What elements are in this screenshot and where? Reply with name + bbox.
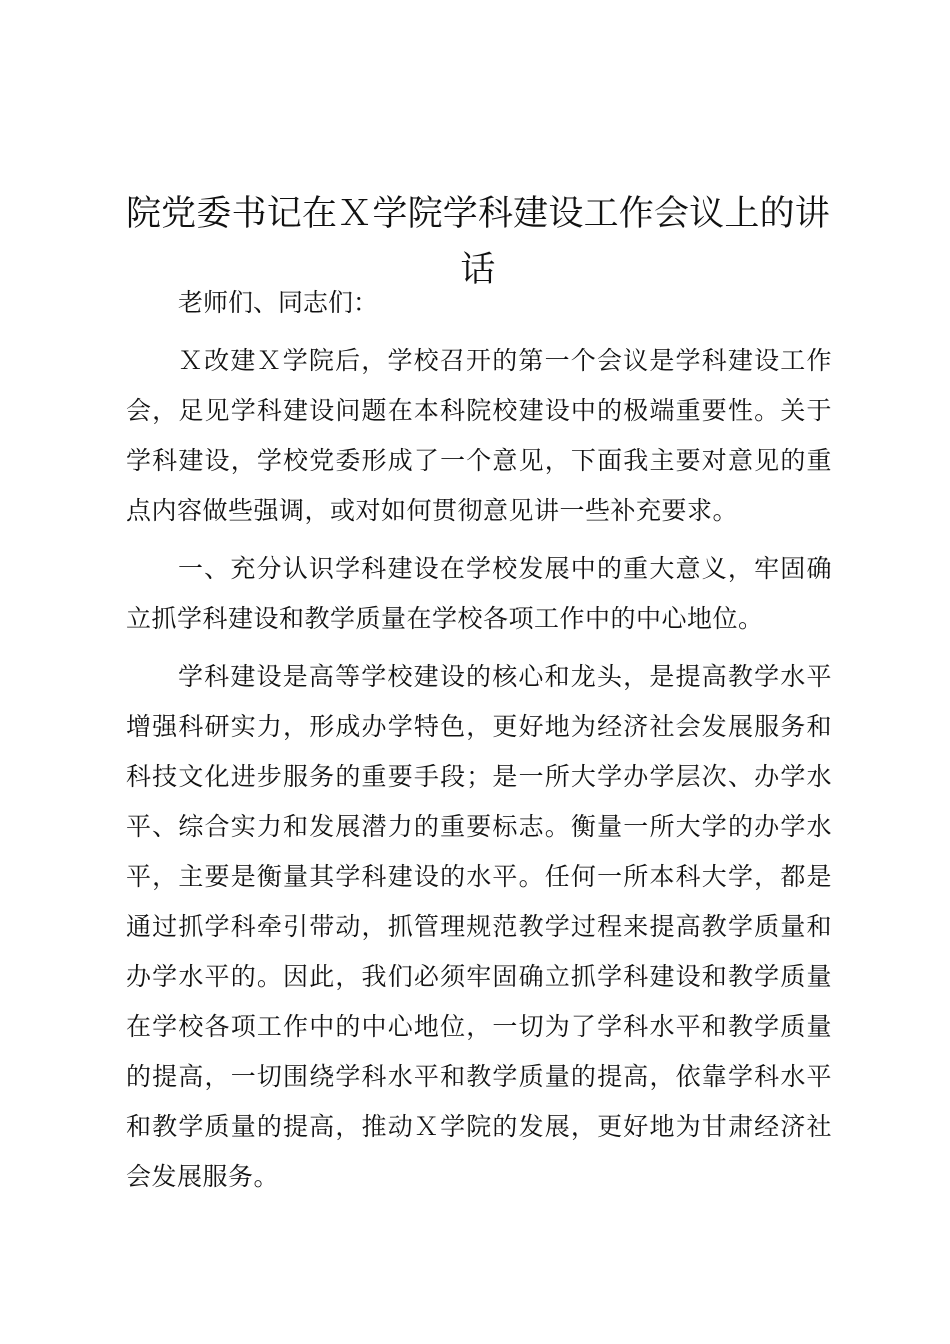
document-body: [126, 278, 832, 1202]
section-heading-1: 一、充分认识学科建设在学校发展中的重大意义，牢固确立抓学科建设和教学质量在学校各项工作中的中心地位。: [126, 554, 832, 633]
salutation: 老师们、同志们：: [178, 288, 379, 317]
paragraph-intro: Ｘ改建Ｘ学院后，学校召开的第一个会议是学科建设工作会，足见学科建设问题在本科院校建设中的极端重要性。关于学科建设，学校党委形成了一个意见，下面我主要对意见的重点内容做些强调，或对如何贯彻意见讲一些补充要求。: [126, 346, 832, 525]
document-title: 院党委书记在Ｘ学院学科建设工作会议上的讲话: [125, 194, 830, 290]
paragraph-body: 学科建设是高等学校建设的核心和龙头，是提高教学水平增强科研实力，形成办学特色，更好地为经济社会发展服务和科技文化进步服务的重要手段；是一所大学办学层次、办学水平、综合实力和发展潜力的重要标志。衡量一所大学的办学水平，主要是衡量其学科建设的水平。任何一所本科大学，都是通过抓学科牵引带动，抓管理规范教学过程来提高教学质量和办学水平的。因此，我们必须牢固确立抓学科建设和教学质量在学校各项工作中的中心地位，一切为了学科水平和教学质量的提高，一切围绕学科水平和教学质量的提高，依靠学科水平和教学质量的提高，推动Ｘ学院的发展，更好地为甘肃经济社会发展服务。: [126, 662, 832, 1191]
